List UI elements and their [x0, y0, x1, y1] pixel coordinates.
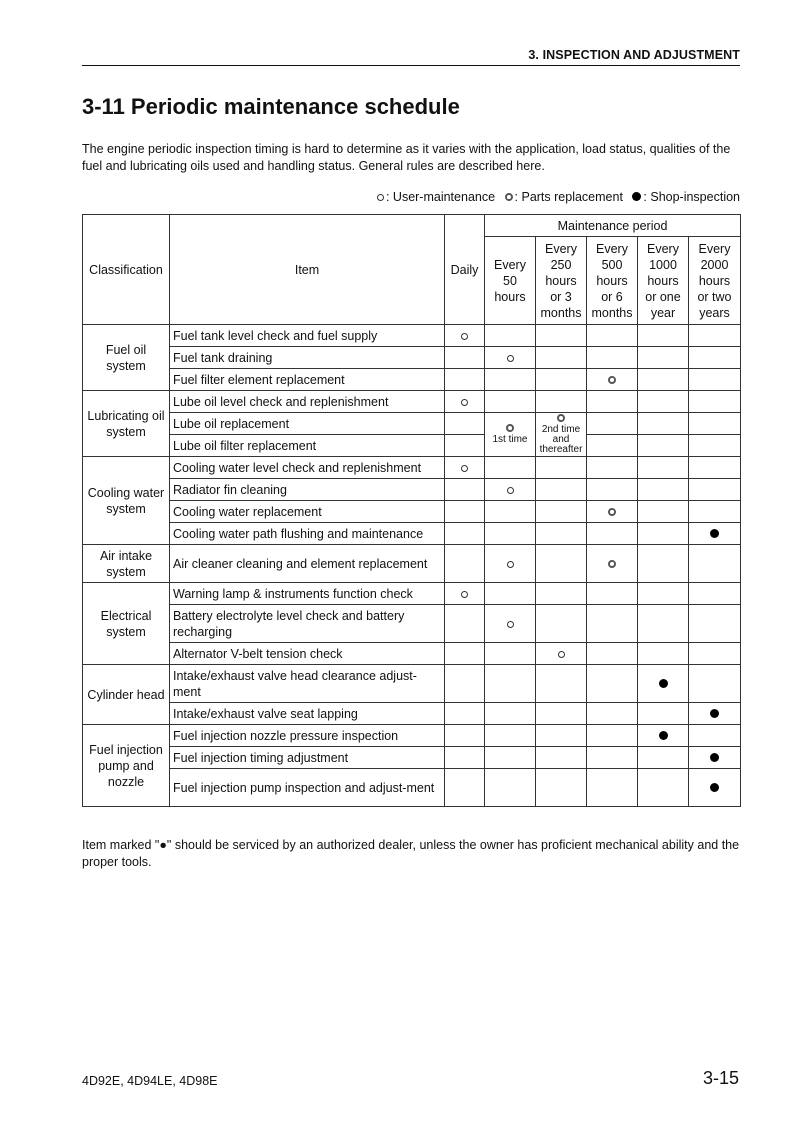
schedule-cell [689, 545, 741, 583]
schedule-cell [689, 347, 741, 369]
schedule-cell [536, 643, 587, 665]
schedule-cell [536, 769, 587, 807]
classification-cell: Air intake system [83, 545, 170, 583]
schedule-cell [689, 413, 741, 435]
parts-replacement-icon [608, 560, 616, 568]
schedule-cell [445, 347, 485, 369]
schedule-cell [638, 605, 689, 643]
intro-paragraph: The engine periodic inspection timing is hard to determine as it varies with the application, load status, qualities of the fuel and lubricating oils used and handling status. General rules are described here. [82, 142, 731, 173]
user-maintenance-icon [507, 355, 514, 362]
schedule-cell [638, 583, 689, 605]
schedule-cell [689, 583, 741, 605]
legend-parts: : Parts replacement [514, 190, 623, 204]
schedule-cell [445, 369, 485, 391]
schedule-cell [445, 501, 485, 523]
schedule-cell [445, 747, 485, 769]
schedule-cell [485, 457, 536, 479]
schedule-cell [587, 643, 638, 665]
schedule-cell [536, 523, 587, 545]
schedule-cell [587, 523, 638, 545]
item-cell: Lube oil replacement [170, 413, 445, 435]
classification-cell: Cylinder head [83, 665, 170, 725]
item-cell: Lube oil filter replacement [170, 435, 445, 457]
user-maintenance-icon [461, 465, 468, 472]
shop-inspection-icon [659, 731, 668, 740]
schedule-cell [485, 391, 536, 413]
parts-replacement-icon [505, 193, 513, 201]
schedule-cell [536, 583, 587, 605]
schedule-cell [485, 703, 536, 725]
table-row [83, 479, 741, 501]
table-row [83, 769, 741, 807]
shop-inspection-icon [659, 679, 668, 688]
schedule-cell [689, 523, 741, 545]
schedule-cell [445, 605, 485, 643]
schedule-cell [689, 665, 741, 703]
schedule-cell [587, 391, 638, 413]
schedule-cell [536, 457, 587, 479]
schedule-cell [587, 583, 638, 605]
schedule-cell [445, 435, 485, 457]
shop-inspection-icon [710, 709, 719, 718]
table-row [83, 413, 741, 435]
col-interval: Every 500 hours or 6 months [587, 237, 638, 325]
schedule-cell [485, 479, 536, 501]
table-row [83, 725, 741, 747]
item-cell: Fuel tank draining [170, 347, 445, 369]
schedule-cell [485, 369, 536, 391]
shop-inspection-icon [632, 192, 641, 201]
schedule-cell [445, 457, 485, 479]
classification-cell: Fuel injection pump and nozzle [83, 725, 170, 807]
schedule-cell [445, 643, 485, 665]
item-cell: Radiator fin cleaning [170, 479, 445, 501]
schedule-cell [689, 605, 741, 643]
schedule-cell [587, 703, 638, 725]
schedule-cell [445, 665, 485, 703]
table-row [83, 501, 741, 523]
col-maintenance-period: Maintenance period [485, 215, 741, 237]
schedule-cell [638, 457, 689, 479]
schedule-cell [485, 325, 536, 347]
schedule-cell [587, 545, 638, 583]
user-maintenance-icon [507, 561, 514, 568]
schedule-cell [638, 523, 689, 545]
schedule-cell [445, 523, 485, 545]
item-cell: Air cleaner cleaning and element replacement [170, 545, 445, 583]
lube-thereafter-cell [536, 413, 587, 457]
classification-cell: Fuel oil system [83, 325, 170, 391]
col-interval: Every 2000 hours or two years [689, 237, 741, 325]
item-cell: Fuel filter element replacement [170, 369, 445, 391]
schedule-cell [638, 413, 689, 435]
page-number: 3-15 [702, 1068, 739, 1088]
user-maintenance-icon [507, 621, 514, 628]
schedule-cell [587, 435, 638, 457]
section-header: 3. INSPECTION AND ADJUSTMENT [528, 48, 740, 62]
schedule-cell [638, 435, 689, 457]
schedule-cell [536, 703, 587, 725]
schedule-cell [689, 369, 741, 391]
schedule-cell [485, 501, 536, 523]
shop-inspection-icon [710, 783, 719, 792]
legend-user: : User-maintenance [385, 190, 496, 204]
schedule-cell [689, 643, 741, 665]
schedule-cell [445, 703, 485, 725]
col-daily: Daily [445, 215, 485, 325]
table-row [83, 583, 741, 605]
schedule-cell [536, 545, 587, 583]
schedule-cell [445, 583, 485, 605]
table-row [83, 457, 741, 479]
schedule-cell [587, 413, 638, 435]
schedule-cell [587, 457, 638, 479]
schedule-cell [638, 479, 689, 501]
schedule-cell [587, 501, 638, 523]
col-item: Item [170, 215, 445, 325]
schedule-cell [485, 347, 536, 369]
schedule-cell [638, 369, 689, 391]
schedule-cell [485, 725, 536, 747]
schedule-cell [689, 391, 741, 413]
schedule-cell [689, 725, 741, 747]
col-interval: Every 50 hours [485, 237, 536, 325]
schedule-cell [638, 769, 689, 807]
item-cell: Fuel injection timing adjustment [170, 747, 445, 769]
user-maintenance-icon [377, 194, 384, 201]
schedule-cell [689, 769, 741, 807]
schedule-cell [587, 605, 638, 643]
parts-replacement-icon [608, 376, 616, 384]
schedule-cell [689, 703, 741, 725]
schedule-cell [638, 643, 689, 665]
schedule-cell [689, 501, 741, 523]
item-cell: Fuel injection nozzle pressure inspection [170, 725, 445, 747]
schedule-cell [445, 545, 485, 583]
footnote: Item marked "●" should be serviced by an authorized dealer, unless the owner has proficient mechanical ability and the proper tools. [82, 838, 740, 869]
schedule-cell [587, 769, 638, 807]
schedule-cell [638, 725, 689, 747]
schedule-cell [485, 583, 536, 605]
schedule-cell [536, 369, 587, 391]
page-title: 3-11 Periodic maintenance schedule [82, 94, 460, 119]
item-cell: Alternator V-belt tension check [170, 643, 445, 665]
schedule-cell [536, 747, 587, 769]
table-row [83, 369, 741, 391]
user-maintenance-icon [558, 651, 565, 658]
schedule-cell [587, 747, 638, 769]
schedule-cell [485, 747, 536, 769]
schedule-cell [638, 347, 689, 369]
col-interval: Every 1000 hours or one year [638, 237, 689, 325]
schedule-cell [689, 479, 741, 501]
schedule-cell [587, 369, 638, 391]
lube-first-time-cell [485, 413, 536, 457]
schedule-cell [445, 725, 485, 747]
schedule-cell [587, 665, 638, 703]
shop-inspection-icon [710, 753, 719, 762]
schedule-cell [587, 725, 638, 747]
schedule-cell [485, 523, 536, 545]
schedule-cell [445, 325, 485, 347]
schedule-cell [536, 725, 587, 747]
schedule-cell [485, 769, 536, 807]
classification-cell: Electrical system [83, 583, 170, 665]
symbol-legend [82, 190, 740, 204]
schedule-cell [689, 457, 741, 479]
classification-cell: Lubricating oil system [83, 391, 170, 457]
schedule-cell [536, 501, 587, 523]
item-cell: Cooling water replacement [170, 501, 445, 523]
note-thereafter: 2nd time and thereafter [539, 424, 583, 455]
model-numbers: 4D92E, 4D94LE, 4D98E [82, 1074, 218, 1088]
table-row [83, 747, 741, 769]
table-row [83, 347, 741, 369]
schedule-cell [587, 325, 638, 347]
item-cell: Fuel tank level check and fuel supply [170, 325, 445, 347]
schedule-body [83, 325, 741, 807]
schedule-cell [536, 665, 587, 703]
col-classification: Classification [83, 215, 170, 325]
schedule-cell [445, 391, 485, 413]
item-cell: Cooling water level check and replenishment [170, 457, 445, 479]
schedule-cell [689, 747, 741, 769]
schedule-cell [536, 391, 587, 413]
schedule-cell [638, 501, 689, 523]
note-first-time: 1st time [492, 434, 528, 445]
table-row [83, 325, 741, 347]
table-row [83, 435, 741, 457]
item-cell: Lube oil level check and replenishment [170, 391, 445, 413]
schedule-cell [587, 479, 638, 501]
schedule-cell [638, 325, 689, 347]
parts-replacement-icon [506, 424, 514, 432]
schedule-cell [638, 665, 689, 703]
schedule-cell [536, 479, 587, 501]
schedule-cell [638, 391, 689, 413]
schedule-cell [445, 413, 485, 435]
table-row [83, 391, 741, 413]
table-row [83, 605, 741, 643]
schedule-cell [445, 769, 485, 807]
header-rule [82, 65, 740, 66]
shop-inspection-icon [710, 529, 719, 538]
user-maintenance-icon [461, 333, 468, 340]
item-cell: Cooling water path flushing and maintenance [170, 523, 445, 545]
user-maintenance-icon [461, 591, 468, 598]
table-row [83, 523, 741, 545]
table-row [83, 703, 741, 725]
schedule-cell [689, 435, 741, 457]
schedule-cell [485, 545, 536, 583]
schedule-cell [638, 703, 689, 725]
parts-replacement-icon [557, 414, 565, 422]
schedule-cell [536, 605, 587, 643]
item-cell: Fuel injection pump inspection and adjust-ment [170, 769, 445, 807]
schedule-cell [485, 665, 536, 703]
legend-shop: : Shop-inspection [643, 190, 740, 204]
table-row [83, 665, 741, 703]
col-interval: Every 250 hours or 3 months [536, 237, 587, 325]
schedule-cell [536, 347, 587, 369]
item-cell: Battery electrolyte level check and battery recharging [170, 605, 445, 643]
table-row [83, 545, 741, 583]
item-cell: Intake/exhaust valve seat lapping [170, 703, 445, 725]
table-row [83, 643, 741, 665]
schedule-cell [638, 545, 689, 583]
item-cell: Warning lamp & instruments function check [170, 583, 445, 605]
classification-cell: Cooling water system [83, 457, 170, 545]
schedule-cell [485, 605, 536, 643]
schedule-cell [445, 479, 485, 501]
item-cell: Intake/exhaust valve head clearance adjust-ment [170, 665, 445, 703]
schedule-cell [536, 325, 587, 347]
user-maintenance-icon [507, 487, 514, 494]
maintenance-schedule-table [82, 214, 741, 807]
user-maintenance-icon [461, 399, 468, 406]
schedule-cell [638, 747, 689, 769]
parts-replacement-icon [608, 508, 616, 516]
schedule-cell [689, 325, 741, 347]
schedule-cell [587, 347, 638, 369]
schedule-cell [485, 643, 536, 665]
